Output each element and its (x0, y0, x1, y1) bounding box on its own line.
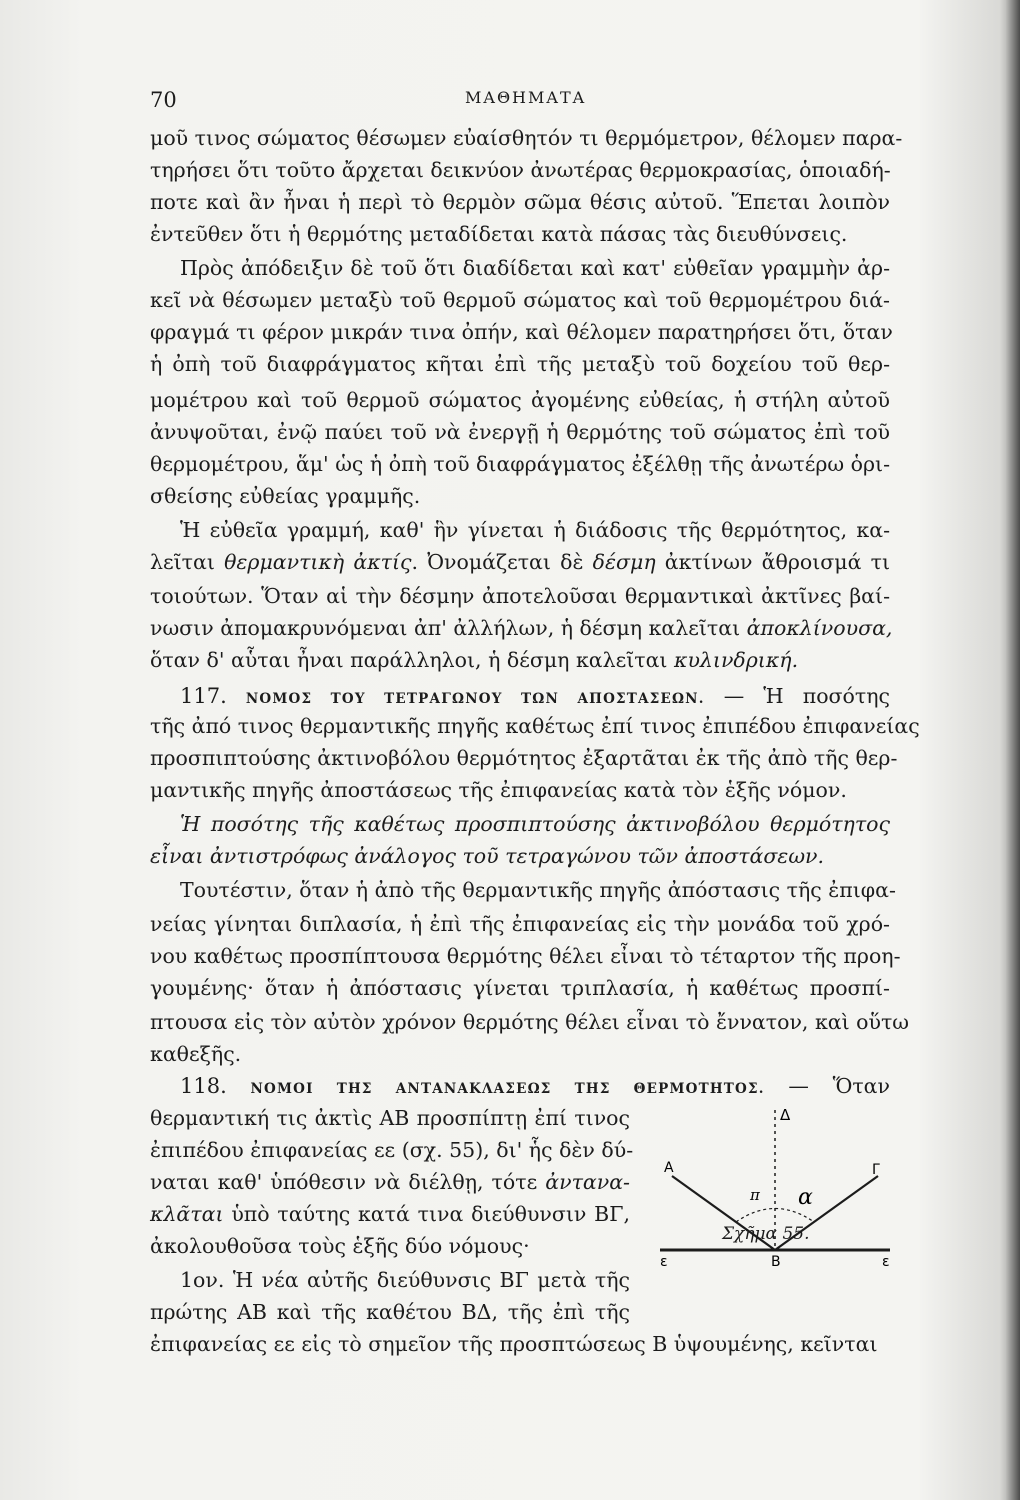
text-line: τηρήσει ὅτι τοῦτο ἄρχεται δεικνύον ἀνωτέρας θερμοκρασίας, ὁποιαδή- (150, 158, 891, 182)
text-line: Τουτέστιν, ὅταν ἡ ἀπὸ τῆς θερμαντικῆς πηγῆς ἀπόστασις τῆς ἐπιφα- (180, 878, 896, 902)
text-run: ναται καθ' ὑπόθεσιν νὰ διέλθῃ, τότε (150, 1170, 538, 1194)
term-italic: θερμαντικὴ ἀκτίς (224, 550, 412, 574)
law-statement (150, 842, 890, 870)
text-line: ἐπιφανείας εε εἰς τὸ σημεῖον τῆς προσπτώσεως Β ὑψουμένης, κεῖνται (150, 1332, 878, 1356)
figure-caption: Σχῆμα 55. (722, 1224, 810, 1244)
text-line (150, 1168, 630, 1196)
text-line: ἐντεῦθεν ὅτι ἡ θερμότης μεταδίδεται κατὰ πάσας τὰς διευθύνσεις. (150, 222, 848, 246)
text-line (150, 646, 890, 674)
text-line: 1ον. Ἡ νέα αὐτῆς διεύθυνσις ΒΓ μετὰ τῆς (180, 1268, 630, 1292)
text-line: μαντικῆς πηγῆς ἀποστάσεως τῆς ἐπιφανείας κατὰ τὸν ἑξῆς νόμον. (150, 778, 847, 802)
label-e-right: ε (882, 1254, 890, 1270)
section-number: 118. (180, 1074, 227, 1098)
text-line: ποτε καὶ ἂν ἦναι ἡ περὶ τὸ θερμὸν σῶμα θέσις αὐτοῦ. Ἕπεται λοιπὸν (150, 190, 890, 214)
term-italic: ἀποκλίνουσα, (746, 616, 893, 640)
text-line: Πρὸς ἀπόδειξιν δὲ τοῦ ὅτι διαδίδεται καὶ κατ' εὐθεῖαν γραμμὴν ἀρ- (180, 256, 890, 280)
text-run: ὅταν δ' αὗται ἦναι παράλληλοι, ἡ δέσμη καλεῖται (150, 648, 668, 672)
text-run: — Ἡ ποσότης (723, 684, 890, 708)
text-line: ἡ ὀπὴ τοῦ διαφράγματος κῆται ἐπὶ τῆς μεταξὺ τοῦ δοχείου τοῦ θερ- (150, 352, 890, 376)
text-line: καθεξῆς. (150, 1042, 242, 1066)
text-run: . Ὀνομάζεται δὲ (411, 550, 584, 574)
text-line: νείας γίνηται διπλασία, ἡ ἐπὶ τῆς ἐπιφανείας εἰς τὴν μονάδα τοῦ χρό- (150, 912, 890, 936)
text-line: ἀκολουθοῦσα τοὺς ἑξῆς δύο νόμους· (150, 1234, 530, 1258)
text-line: πρώτης ΑΒ καὶ τῆς καθέτου ΒΔ, τῆς ἐπὶ τῆς (150, 1300, 630, 1324)
running-title: ΜΑΘΗΜΑΤΑ (465, 88, 587, 107)
label-angle-a: α (798, 1185, 813, 1210)
text-line (150, 614, 893, 642)
page-spine-shadow (1006, 0, 1020, 1500)
text-line: προσπιπτούσης ἀκτινοβόλου θερμότητος ἐξαρτᾶται ἐκ τῆς ἀπὸ τῆς θερ- (150, 746, 898, 770)
text-line: τῆς ἀπό τινος θερμαντικῆς πηγῆς καθέτως ἐπί τινος ἐπιπέδου ἐπιφανείας (150, 714, 920, 738)
term-italic: κλᾶται (150, 1202, 224, 1226)
text-run: ἀκτίνων ἄθροισμά τι (664, 550, 890, 574)
text-line: Ἡ εὐθεῖα γραμμή, καθ' ἣν γίνεται ἡ διάδοσις τῆς θερμότητος, κα- (180, 518, 890, 542)
law-text: εἶναι ἀντιστρόφως ἀνάλογος τοῦ τετραγώνου τῶν ἀποστάσεων. (150, 844, 825, 868)
label-e-left: ε (660, 1254, 668, 1270)
text-line: φραγμά τι φέρον μικράν τινα ὀπήν, καὶ θέλομεν παρατηρήσει ὅτι, ὅταν (150, 320, 893, 344)
label-angle-pi: π (750, 1186, 760, 1204)
text-line: μοῦ τινος σώματος θέσωμεν εὐαίσθητόν τι θερμόμετρον, θέλομεν παρα- (150, 126, 903, 150)
text-run: νωσιν ἀπομακρυνόμεναι ἀπ' ἀλλήλων, ἡ δέσμη καλεῖται (150, 616, 741, 640)
label-a: Α (664, 1160, 674, 1176)
text-line: κεῖ νὰ θέσωμεν μεταξὺ τοῦ θερμοῦ σώματος καὶ τοῦ θερμομέτρου διά- (150, 288, 890, 312)
text-run: ὑπὸ ταύτης κατά τινα διεύθυνσιν ΒΓ, (231, 1202, 630, 1226)
section-title: ΝΟΜΟΙ ΤΗΣ ΑΝΤΑΝΑΚΛΑΣΕΩΣ ΤΗΣ ΘΕΡΜΟΤΗΤΟΣ. (250, 1081, 765, 1097)
term-italic: δέσμη (592, 550, 656, 574)
term-italic: κυλινδρική. (674, 648, 799, 672)
text-line: θερμομέτρου, ἅμ' ὡς ἡ ὀπὴ τοῦ διαφράγματος ἐξέλθῃ τῆς ἀνωτέρω ὁρι- (150, 452, 890, 476)
law-statement (150, 810, 890, 838)
section-118-heading (150, 1072, 890, 1103)
term-italic: ἀντανα- (545, 1170, 630, 1194)
text-line: τοιούτων. Ὅταν αἱ τὴν δέσμην ἀποτελοῦσαι θερμαντικαὶ ἀκτῖνες βαί- (150, 584, 890, 608)
text-line (150, 548, 890, 576)
label-b: Β (771, 1254, 781, 1270)
text-line: θερμαντική τις ἀκτὶς ΑΒ προσπίπτῃ ἐπί τινος (150, 1106, 630, 1130)
label-g: Γ (872, 1162, 880, 1178)
text-run: λεῖται (150, 550, 215, 574)
text-line: μομέτρου καὶ τοῦ θερμοῦ σώματος ἀγομένης εὐθείας, ἡ στήλη αὐτοῦ (150, 388, 890, 412)
label-delta: Δ (780, 1106, 791, 1124)
page-header (150, 80, 890, 114)
text-line: ἐπιπέδου ἐπιφανείας εε (σχ. 55), δι' ἧς δὲν δύ- (150, 1138, 634, 1162)
text-line: πτουσα εἰς τὸν αὐτὸν χρόνον θερμότης θέλει εἶναι τὸ ἔννατον, καὶ οὕτω (150, 1010, 910, 1034)
text-line: ἀνυψοῦται, ἐνῷ παύει τοῦ νὰ ἐνεργῇ ἡ θερμότης τοῦ σώματος ἐπὶ τοῦ (150, 420, 890, 444)
text-line: νου καθέτως προσπίπτουσα θερμότης θέλει εἶναι τὸ τέταρτον τῆς προη- (150, 944, 901, 968)
text-run: — Ὅταν (788, 1074, 890, 1098)
text-line: σθείσης εὐθείας γραμμῆς. (150, 484, 421, 508)
page-number: 70 (150, 88, 177, 112)
law-text: Ἡ ποσότης τῆς καθέτως προσπιπτούσης ἀκτινοβόλου θερμότητος (180, 812, 890, 836)
text-line: γουμένης· ὅταν ἡ ἀπόστασις γίνεται τριπλασία, ἡ καθέτως προσπί- (150, 976, 890, 1000)
text-line (150, 1200, 630, 1228)
section-number: 117. (180, 684, 227, 708)
section-117-heading (150, 682, 890, 713)
section-title: ΝΟΜΟΣ ΤΟΥ ΤΕΤΡΑΓΩΝΟΥ ΤΩΝ ΑΠΟΣΤΑΣΕΩΝ. (245, 691, 705, 707)
